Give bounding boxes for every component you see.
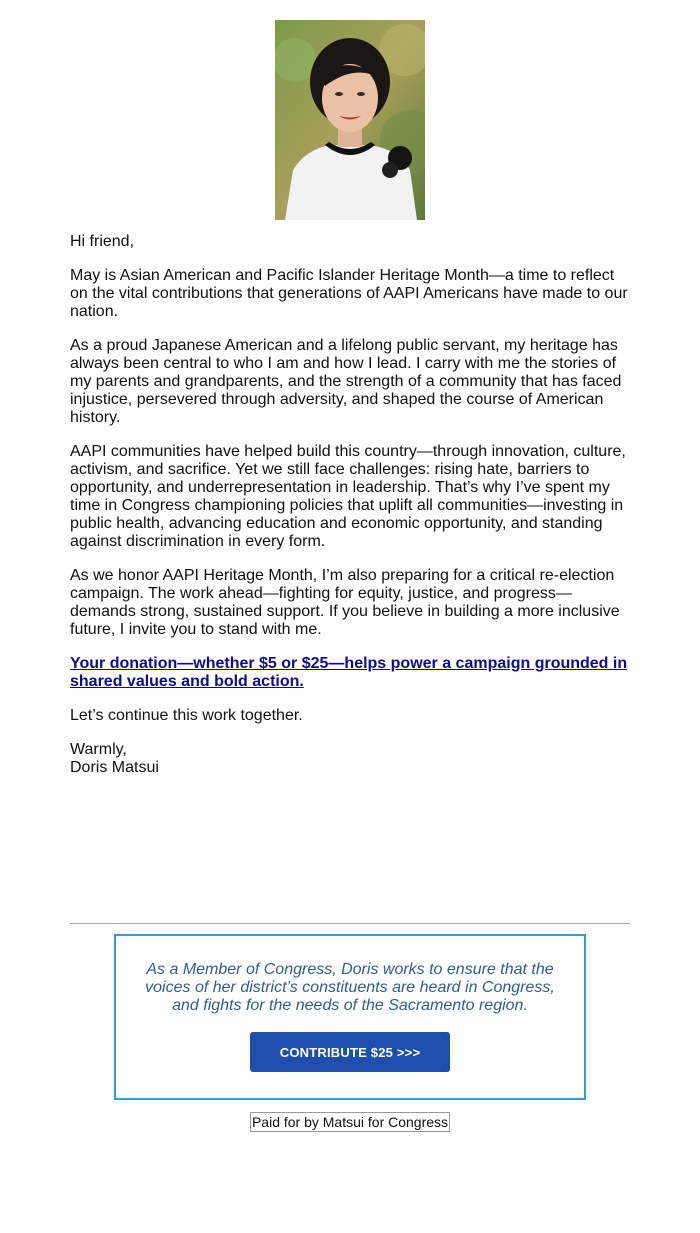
contribute-button[interactable]: CONTRIBUTE $25 >>> bbox=[250, 1032, 450, 1072]
portrait-image bbox=[275, 20, 425, 220]
greeting: Hi friend, bbox=[70, 233, 135, 250]
paragraph-personal-heritage: As a proud Japanese American and a lifelong public servant, my heritage has always been central to who I am and how I lead. I carry with me the stories of my parents and grandparents, and the strength of a community that has faced injustice, persevered through adversity, and shaped the course of American history. bbox=[70, 337, 622, 426]
signature-name: Doris Matsui bbox=[70, 759, 159, 776]
donation-link[interactable]: Your donation—whether $5 or $25—helps power a campaign grounded in shared values and bold action. bbox=[70, 655, 628, 690]
footer-divider bbox=[70, 923, 630, 924]
portrait-photo bbox=[275, 20, 425, 220]
paragraph-heritage-month: May is Asian American and Pacific Islander Heritage Month—a time to reflect on the vital contributions that generations of AAPI Americans have made to our nation. bbox=[70, 267, 628, 320]
paid-for-disclaimer: Paid for by Matsui for Congress bbox=[251, 1114, 449, 1130]
signature-block bbox=[70, 741, 632, 777]
signoff: Warmly, bbox=[70, 741, 127, 758]
paragraph-reelection: As we honor AAPI Heritage Month, I’m also preparing for a critical re-election campaign. The work ahead—fighting for equity, justice, and progress—demands strong, sustained support. If you believe in building a more inclusive future, I invite you to stand with me. bbox=[70, 567, 620, 638]
closing-line: Let’s continue this work together. bbox=[70, 707, 303, 724]
email-body bbox=[70, 233, 632, 793]
donation-paragraph bbox=[70, 655, 632, 691]
paragraph-aapi-communities: AAPI communities have helped build this country—through innovation, culture, activism, and sacrifice. Yet we still face challenges: rising hate, barriers to opportunity, and underrepresentation in leadership. That’s why I’ve spent my time in Congress championing policies that uplift all communities—investing in public health, advancing education and economic opportunity, and standing against discrimination in every form. bbox=[70, 443, 626, 550]
footer-box bbox=[114, 934, 586, 1100]
footer-box-text: As a Member of Congress, Doris works to ensure that the voices of her district’s constituents are heard in Congress, and fights for the needs of the Sacramento region. bbox=[145, 961, 555, 1014]
